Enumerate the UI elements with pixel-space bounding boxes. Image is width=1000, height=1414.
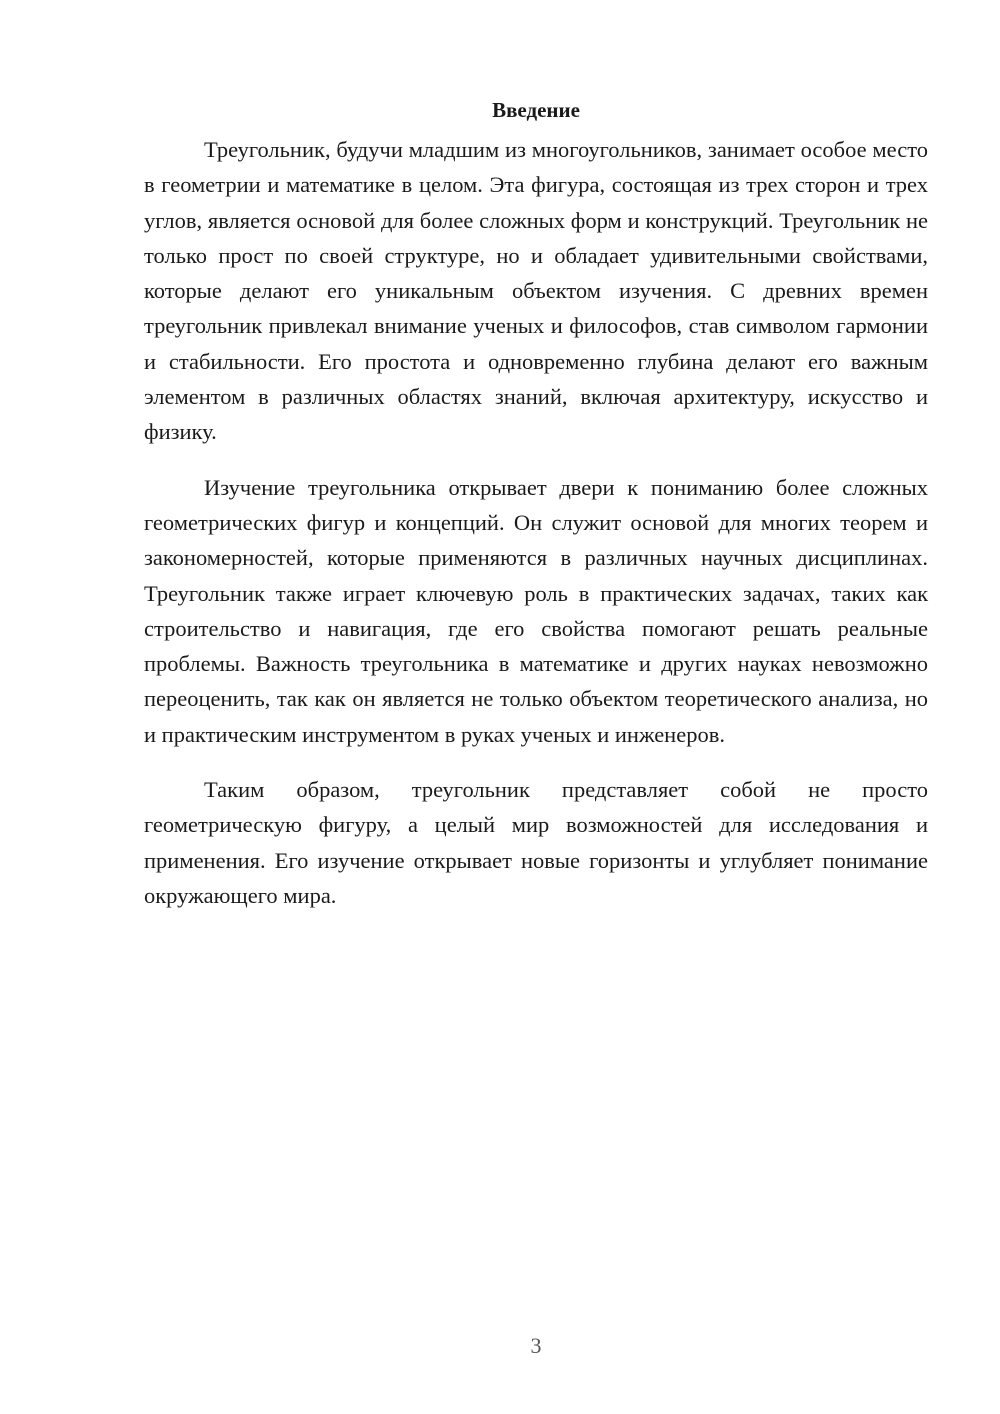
page-content [144, 93, 928, 933]
paragraph-2: Изучение треугольника открывает двери к пониманию более сложных геометрических фигур и концепций. Он служит основой для многих теорем и закономерностей, которые применяются в различных научных дисциплинах. Треугольник также играет ключевую роль в практических задачах, таких как строительство и навигация, где его свойства помогают решать реальные проблемы. Важность треугольника в математике и других науках невозможно переоценить, так как он является не только объектом теоретического анализа, но и практическим инструментом в руках ученых и инженеров. [144, 474, 928, 747]
page-number: 3 [530, 1333, 542, 1358]
section-title: Введение [492, 98, 580, 122]
paragraph-3: Таким образом, треугольник представляет собой не просто геометрическую фигуру, а целый мир возможностей для исследования и применения. Его изучение открывает новые горизонты и углубляет понимание окружающего мира. [144, 777, 928, 908]
paragraph-1: Треугольник, будучи младшим из многоугольников, занимает особое место в геометрии и математике в целом. Эта фигура, состоящая из трех сторон и трех углов, является основой для более сложных форм и конструкций. Треугольник не только прост по своей структуре, но и обладает удивительными свойствами, которые делают его уникальным объектом изучения. С древних времен треугольник привлекал внимание ученых и философов, став символом гармонии и стабильности. Его простота и одновременно глубина делают его важным элементом в различных областях знаний, включая архитектуру, искусство и физику. [144, 137, 928, 445]
